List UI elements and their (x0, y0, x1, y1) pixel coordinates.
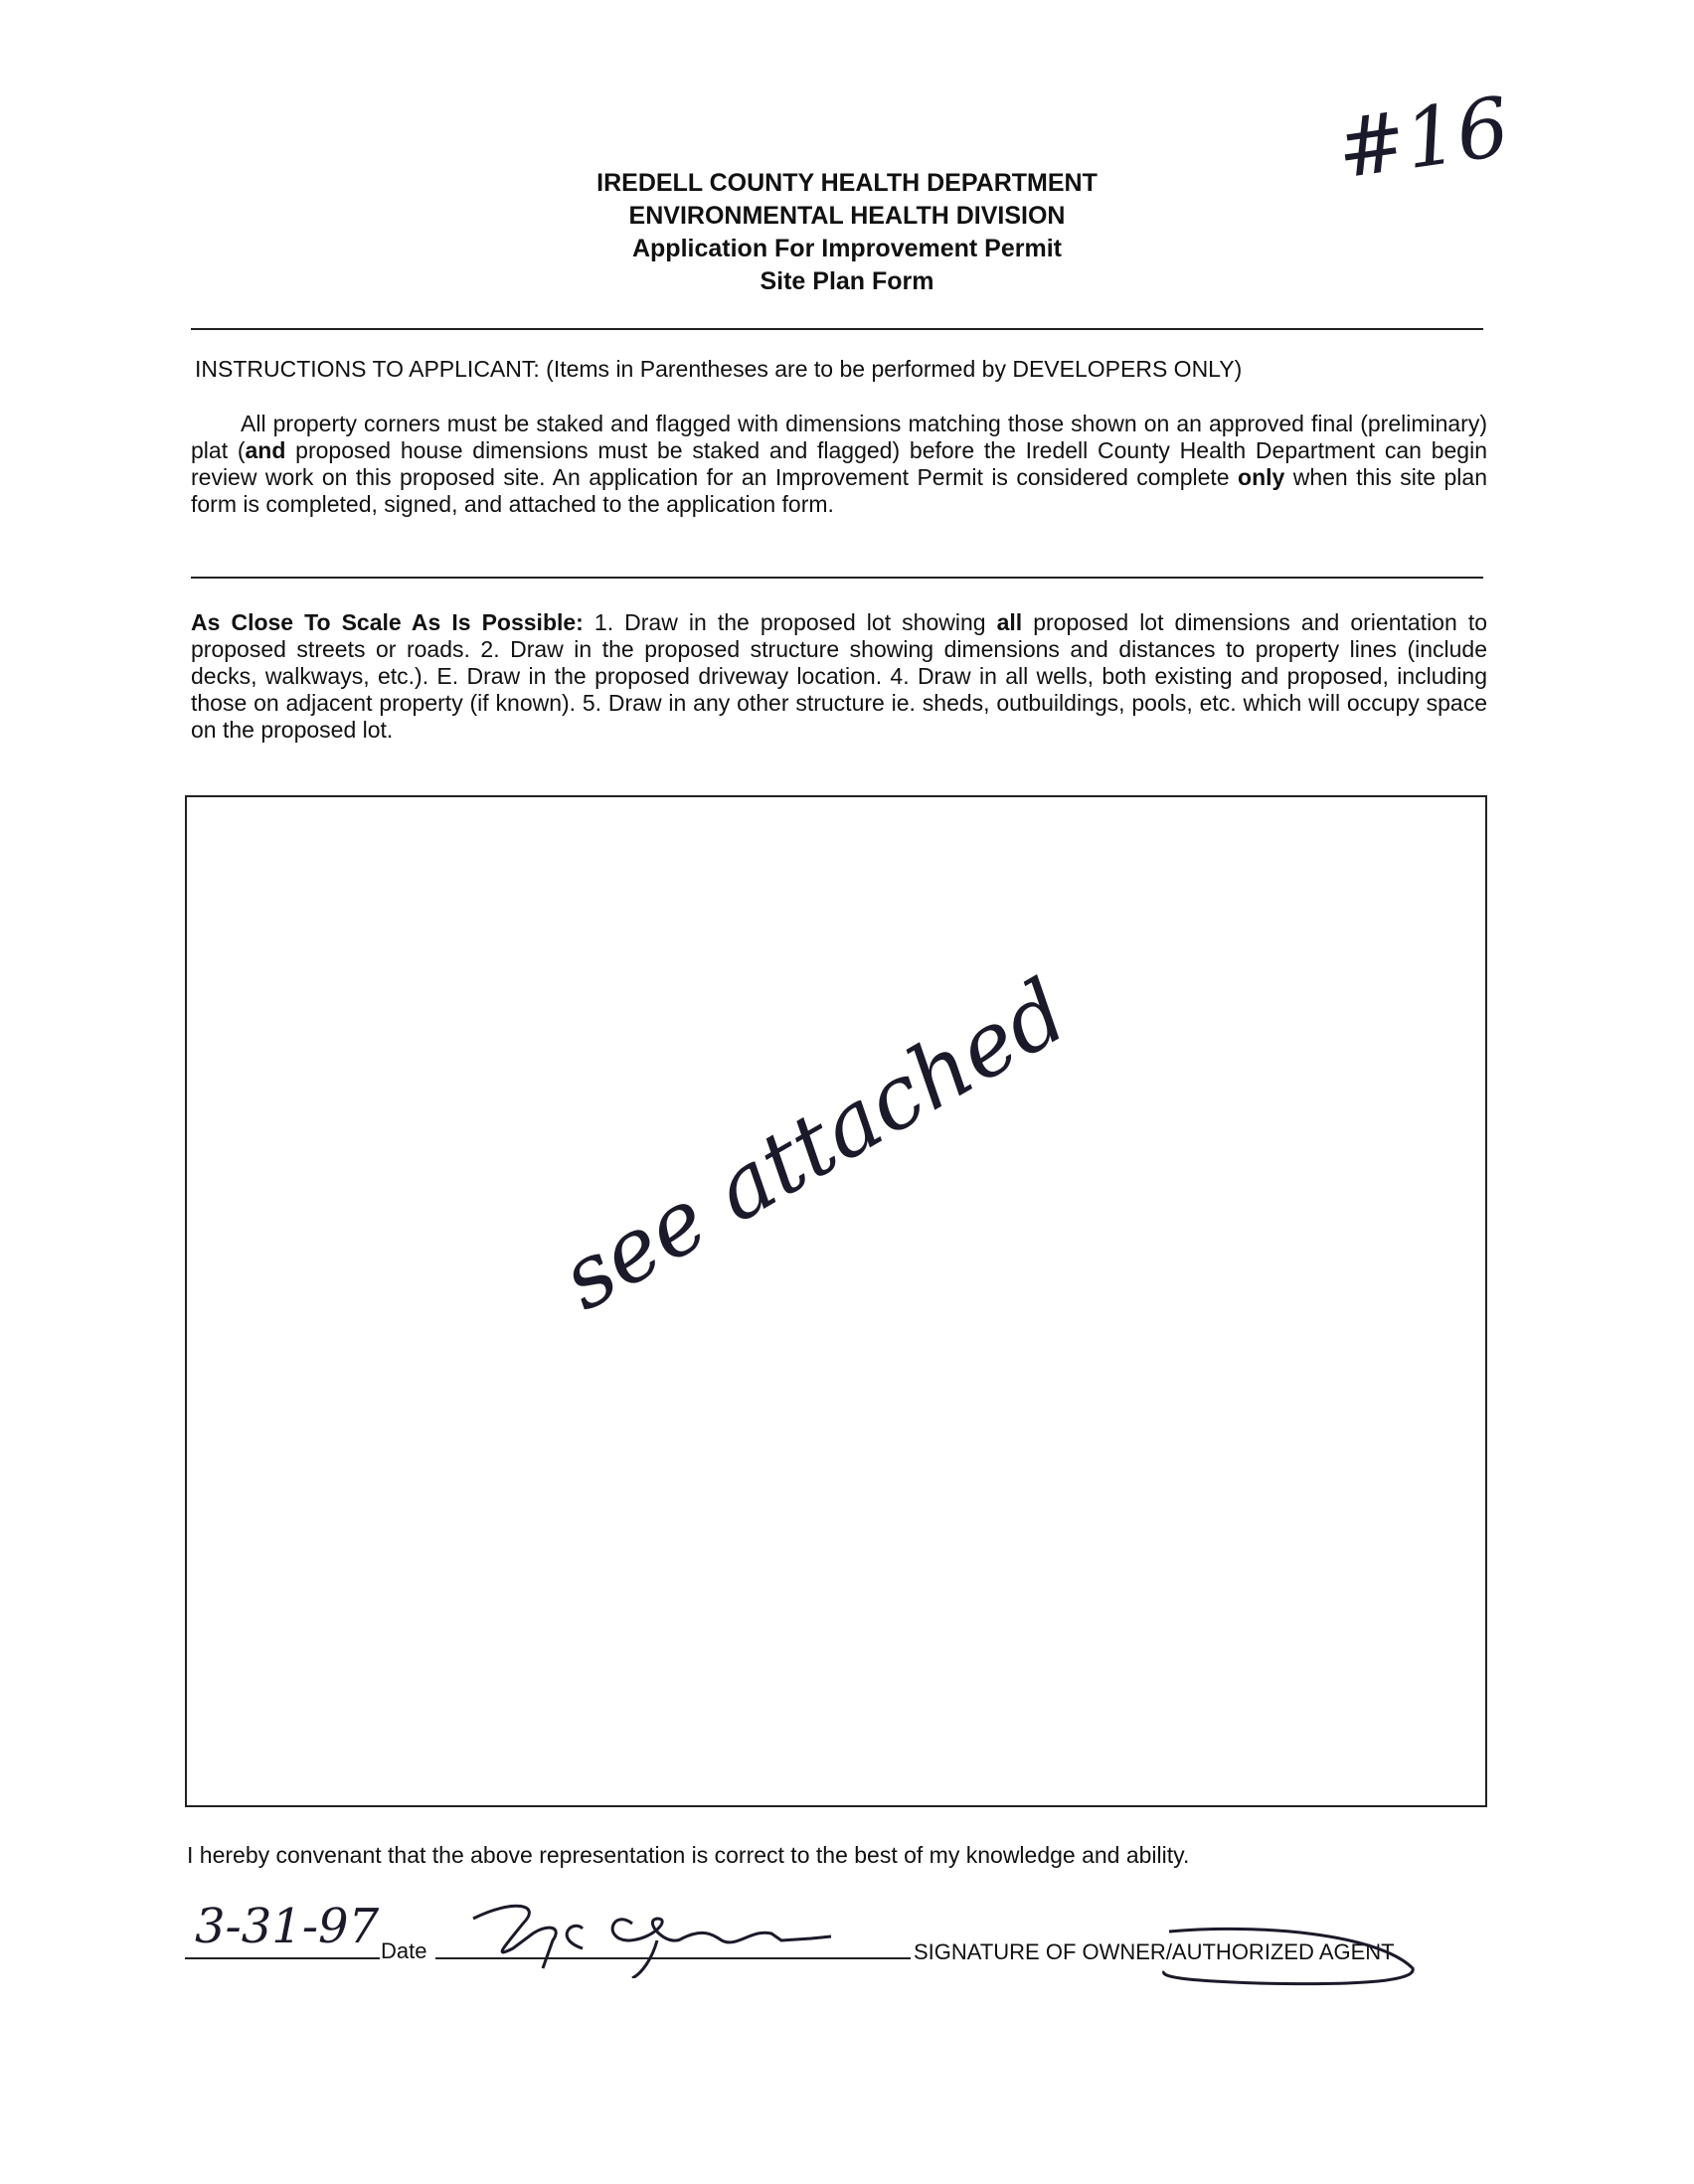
site-plan-drawing-box[interactable] (185, 795, 1487, 1807)
signature-label: SIGNATURE OF OWNER/AUTHORIZED AGENT (914, 1939, 1395, 1964)
instructions-paragraph (191, 411, 1487, 518)
divider-top (191, 328, 1483, 330)
signature-label-circle (1139, 1914, 1428, 1993)
signature-stroke-3 (612, 1919, 831, 1942)
header-agency: IREDELL COUNTY HEALTH DEPARTMENT (596, 169, 1098, 197)
divider-middle (191, 577, 1483, 579)
certification-statement: I hereby convenant that the above representation is correct to the best of my knowledge and ability. (187, 1842, 1190, 1868)
handwritten-number-mark: #16 (1331, 80, 1515, 198)
header-division: ENVIRONMENTAL HEALTH DIVISION (628, 202, 1066, 230)
scale-instructions-lead: As Close To Scale As Is Possible: (191, 609, 584, 635)
scale-instructions-text-1: 1. Draw in the proposed lot showing (583, 609, 997, 635)
handwritten-date: 3-31-97 (195, 1899, 380, 1954)
signature-stroke-4 (632, 1940, 657, 1978)
instructions-bold-only: only (1238, 464, 1285, 490)
instructions-text-3: when this site plan form is completed, signed, and attached to the application form. (191, 464, 1487, 517)
scale-instructions-text-2: proposed lot dimensions and orientation to proposed streets or roads. 2. Draw in the proposed structure showing dimensions and distances to property lines (include decks, walkways, etc.). E. Draw in the proposed driveway location. 4. Draw in all wells, both existing and proposed, including those on adjacent property (if known). 5. Draw in any other structure ie. sheds, outbuildings, pools, etc. which will occupy space on the proposed lot. (191, 609, 1487, 743)
signature-stroke-1 (473, 1906, 556, 1968)
signature-stroke-2 (567, 1926, 583, 1948)
scale-instructions-bold-all: all (996, 609, 1023, 635)
handwritten-signature (453, 1879, 871, 1978)
signature-row (185, 1889, 1517, 1988)
date-label: Date (381, 1938, 427, 1963)
instructions-title: INSTRUCTIONS TO APPLICANT: (Items in Parentheses are to be performed by DEVELOPERS ONLY) (195, 356, 1243, 382)
header-form-subtitle: Site Plan Form (760, 267, 934, 295)
scale-instructions-paragraph (191, 609, 1487, 744)
signature-label-circle-stroke (1164, 1929, 1414, 1983)
instructions-text-1: All property corners must be staked and flagged with dimensions matching those shown on an approved final (preliminary) plat ( (191, 411, 1487, 463)
instructions-text-2: proposed house dimensions must be staked and flagged) before the Iredell County Health Department can begin review work on this proposed site. An application for an Improvement Permit is considered complete (191, 437, 1487, 490)
instructions-bold-and: and (245, 437, 286, 463)
date-underline (185, 1957, 380, 1959)
header-form-title: Application For Improvement Permit (631, 235, 1062, 262)
handwritten-see-attached: see attached (544, 959, 1085, 1331)
